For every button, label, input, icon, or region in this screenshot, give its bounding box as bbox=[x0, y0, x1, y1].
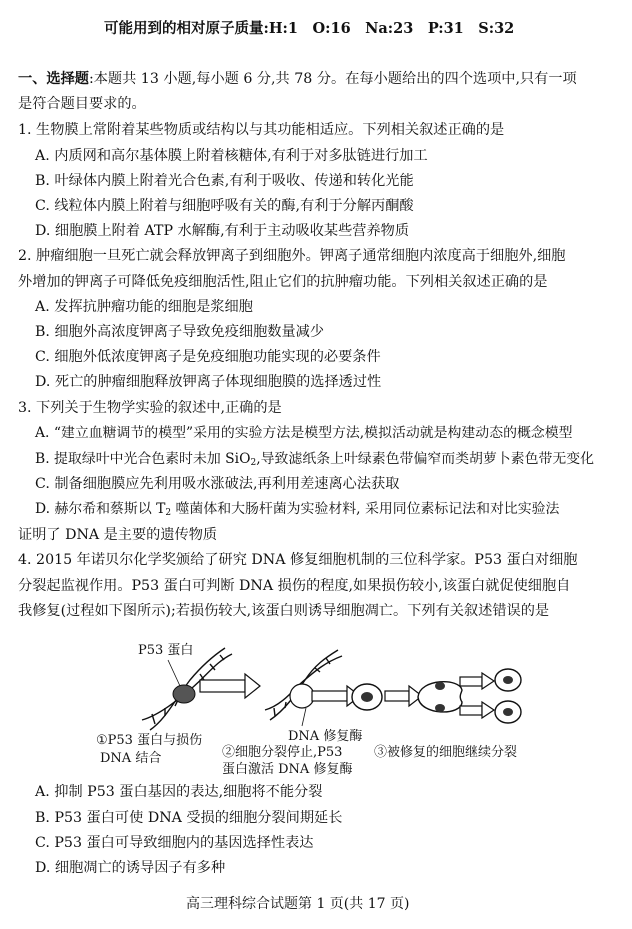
step1-caption-line1: ①P53 蛋白与损伤 bbox=[96, 733, 203, 748]
q2-stem-line1: 2. 肿瘤细胞一旦死亡就会释放钾离子到细胞外。钾离子通常细胞内浓度高于细胞外,细胞 bbox=[18, 248, 566, 264]
section-intro: 一、选择题:本题共 13 小题,每小题 6 分,共 78 分。在每小题给出的四个选项中,只有一项 bbox=[18, 71, 577, 87]
q3-option-c: C. 制备细胞膜应先利用吸水涨破法,再利用差速离心法获取 bbox=[35, 476, 400, 492]
p53-process-diagram bbox=[120, 640, 620, 770]
q1-option-c: C. 线粒体内膜上附着与细胞呼吸有关的酶,有利于分解丙酮酸 bbox=[35, 198, 414, 214]
step2-caption-line2: 蛋白激活 DNA 修复酶 bbox=[222, 762, 353, 777]
dividing-cell-icon bbox=[418, 682, 462, 712]
q4-option-b: B. P53 蛋白可使 DNA 受损的细胞分裂间期延长 bbox=[35, 810, 343, 826]
q1-option-d: D. 细胞膜上附着 ATP 水解酶,有利于主动吸收某些营养物质 bbox=[35, 223, 410, 239]
q2-option-a: A. 发挥抗肿瘤功能的细胞是浆细胞 bbox=[35, 299, 253, 315]
q2-option-c: C. 细胞外低浓度钾离子是免疫细胞功能实现的必要条件 bbox=[35, 349, 381, 365]
q3-option-b: B. 提取绿叶中光合色素时未加 SiO$_2$,导致滤纸条上叶绿素色带偏窄而类胡萝卜素色带无变化 bbox=[35, 451, 595, 468]
p53-pointer-line bbox=[168, 660, 180, 686]
q3-stem: 3. 下列关于生物学实验的叙述中,正确的是 bbox=[18, 400, 282, 416]
p53-repair-figure bbox=[96, 640, 620, 777]
section-intro-line2: 是符合题目要求的。 bbox=[18, 96, 146, 112]
q3-option-d: D. 赫尔希和蔡斯以 $T_2$ 噬菌体和大肠杆菌为实验材料, 采用同位素标记法和对比实验法 bbox=[35, 501, 560, 518]
atomic-mass-header: 可能用到的相对原子质量:H:1 O:16 Na:23 P:31 S:32 bbox=[104, 20, 515, 37]
q4-stem-line1: 4. 2015 年诺贝尔化学奖颁给了研究 DNA 修复细胞机制的三位科学家。P53 蛋白对细胞 bbox=[18, 552, 578, 568]
p53-protein-icon bbox=[173, 685, 195, 703]
q4-option-c: C. P53 蛋白可导致细胞内的基因选择性表达 bbox=[35, 835, 314, 851]
q4-option-d: D. 细胞凋亡的诱导因子有多种 bbox=[35, 860, 226, 876]
q1-option-b: B. 叶绿体内膜上附着光合色素,有利于吸收、传递和转化光能 bbox=[35, 173, 414, 189]
step3-caption: ③被修复的细胞继续分裂 bbox=[374, 745, 518, 760]
step1-caption-line2: DNA 结合 bbox=[100, 751, 162, 766]
section-title: 一、选择题 bbox=[18, 71, 89, 87]
q4-stem-line2: 分裂起监视作用。P53 蛋白可判断 DNA 损伤的程度,如果损伤较小,该蛋白就促使细胞自 bbox=[18, 578, 571, 594]
process-arrow-3-icon bbox=[385, 686, 422, 706]
process-arrow-1-icon bbox=[200, 674, 260, 698]
q3-option-a: A. “建立血糖调节的模型”采用的实验方法是模型方法,模拟活动就是构建动态的概念模型 bbox=[35, 425, 573, 441]
page-footer: 高三理科综合试题第 1 页(共 17 页) bbox=[186, 896, 410, 912]
q3-option-d-line2: 证明了 DNA 是主要的遗传物质 bbox=[18, 527, 218, 543]
q4-option-a: A. 抑制 P53 蛋白基因的表达,细胞将不能分裂 bbox=[35, 784, 323, 800]
q2-stem-line2: 外增加的钾离子可降低免疫细胞活性,阻止它们的抗肿瘤功能。下列相关叙述正确的是 bbox=[18, 274, 548, 290]
dna-repair-enzyme-icon bbox=[290, 684, 314, 708]
dna-repair-enzyme-label: DNA 修复酶 bbox=[288, 729, 363, 744]
enzyme-pointer-line bbox=[302, 708, 306, 726]
q1-stem: 1. 生物膜上常附着某些物质或结构以与其功能相适应。下列相关叙述正确的是 bbox=[18, 122, 505, 138]
q1-option-a: A. 内质网和高尔基体膜上附着核糖体,有利于对多肽链进行加工 bbox=[35, 148, 428, 164]
q2-option-b: B. 细胞外高浓度钾离子导致免疫细胞数量减少 bbox=[35, 324, 325, 340]
daughter-cell-top-icon bbox=[495, 669, 521, 691]
q4-stem-line3: 我修复(过程如下图所示);若损伤较大,该蛋白则诱导细胞凋亡。下列有关叙述错误的是 bbox=[18, 603, 550, 619]
step2-caption-line1: ②细胞分裂停止,P53 bbox=[222, 745, 343, 760]
split-arrows-icon bbox=[460, 673, 494, 718]
p53-protein-label: P53 蛋白 bbox=[138, 643, 194, 658]
q2-option-d: D. 死亡的肿瘤细胞释放钾离子体现细胞膜的选择透过性 bbox=[35, 374, 382, 390]
daughter-cell-bottom-icon bbox=[495, 701, 521, 723]
single-cell-icon bbox=[352, 684, 382, 710]
